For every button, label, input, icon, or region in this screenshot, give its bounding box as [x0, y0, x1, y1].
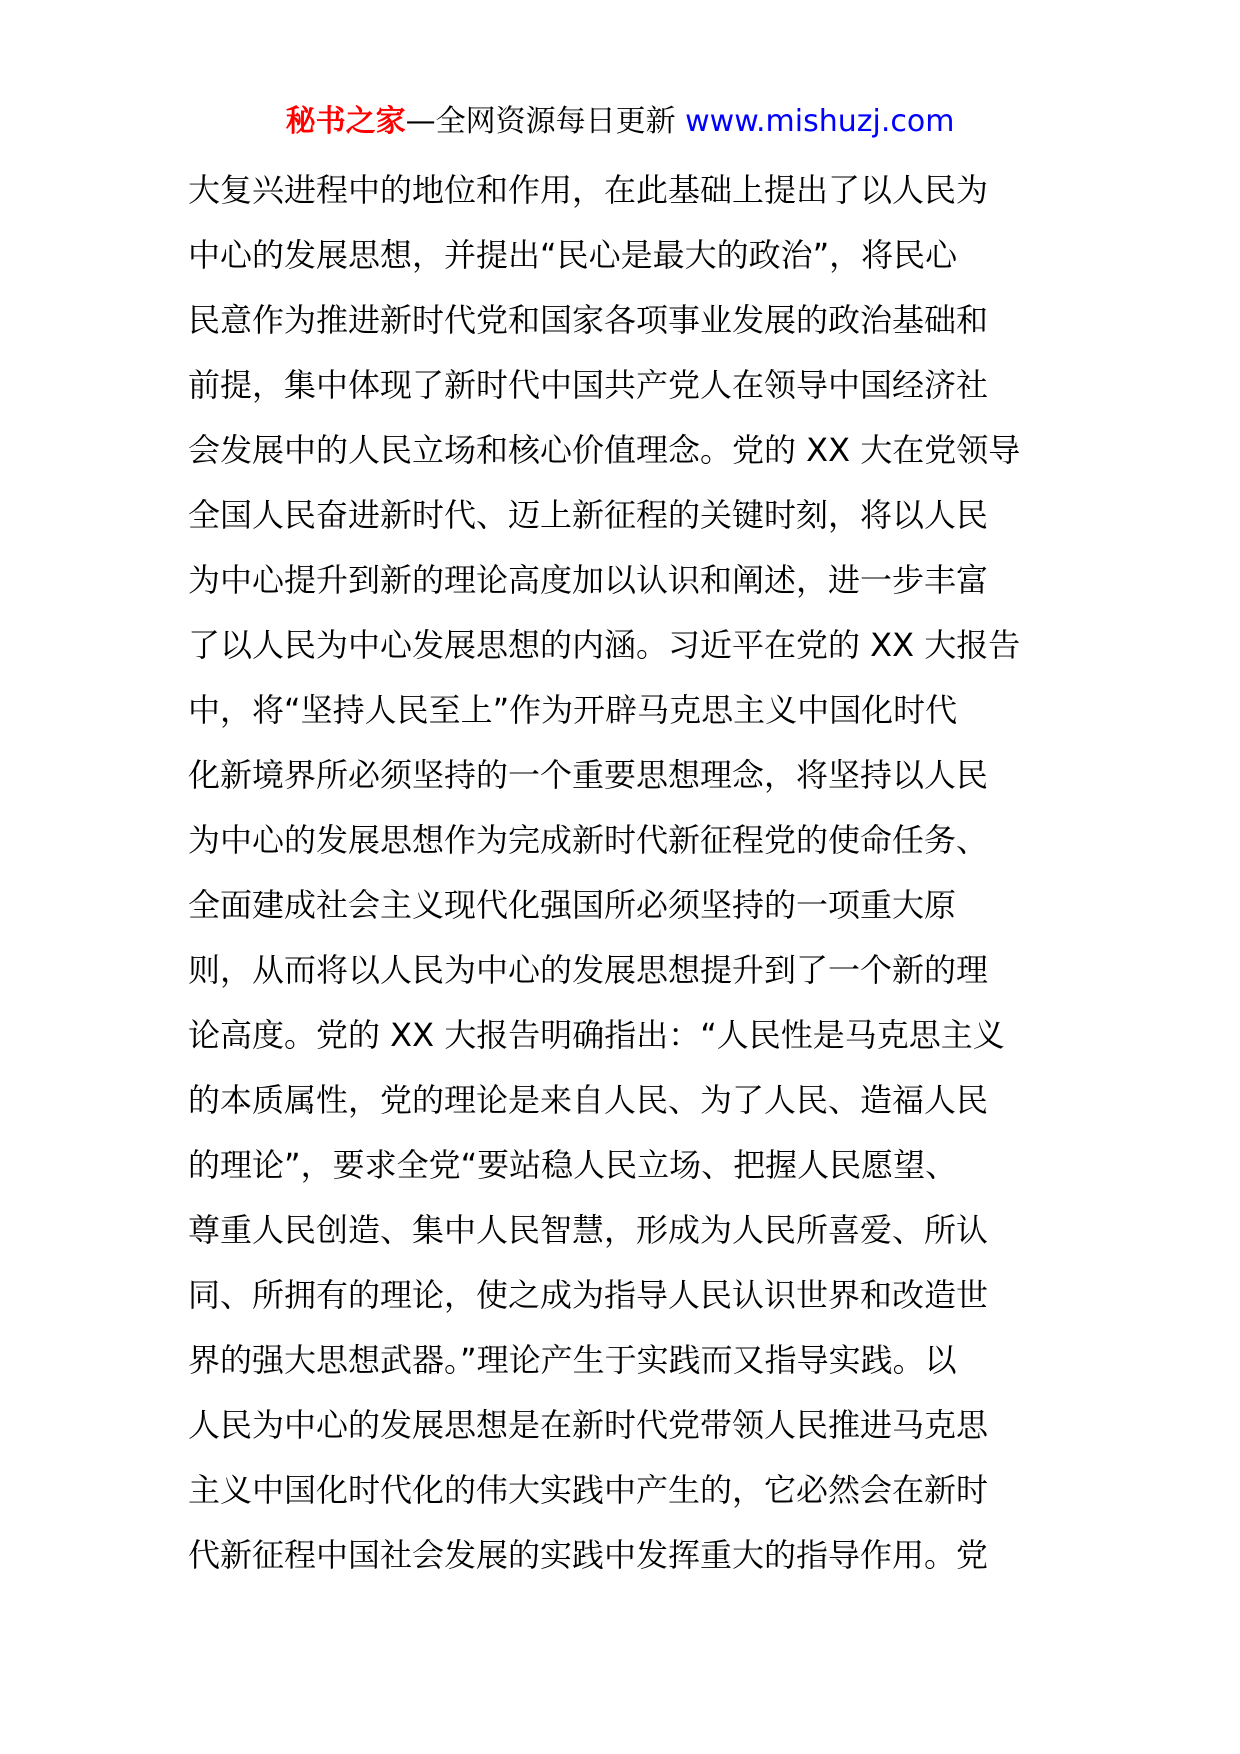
- text-line: 化新境界所必须坚持的一个重要思想理念，将坚持以人民: [188, 756, 989, 794]
- text-line: 尊重人民创造、集中人民智慧，形成为人民所喜爱、所认: [188, 1211, 989, 1249]
- text-line: 前提，集中体现了新时代中国共产党人在领导中国经济社: [188, 366, 989, 404]
- body-paragraph: [188, 158, 1058, 1588]
- text-line: 为中心的发展思想作为完成新时代新征程党的使命任务、: [188, 821, 989, 859]
- text-line: 界的强大思想武器。”理论产生于实践而又指导实践。以: [188, 1341, 957, 1379]
- text-line: 民意作为推进新时代党和国家各项事业发展的政治基础和: [188, 301, 989, 339]
- text-line: 会发展中的人民立场和核心价值理念。党的 XX 大在党领导: [188, 431, 1021, 469]
- text-line: 的理论”，要求全党“要站稳人民立场、把握人民愿望、: [188, 1146, 958, 1184]
- text-line: 主义中国化时代化的伟大实践中产生的，它必然会在新时: [188, 1471, 989, 1509]
- brand-name: 秘书之家: [285, 104, 406, 139]
- text-line: 全面建成社会主义现代化强国所必须坚持的一项重大原: [188, 886, 957, 924]
- text-line: 代新征程中国社会发展的实践中发挥重大的指导作用。党: [188, 1536, 989, 1574]
- site-url-link[interactable]: www.mishuzj.com: [685, 104, 955, 139]
- text-line: 人民为中心的发展思想是在新时代党带领人民推进马克思: [188, 1406, 989, 1444]
- text-line: 为中心提升到新的理论高度加以认识和阐述，进一步丰富: [188, 561, 989, 599]
- text-line: 中心的发展思想，并提出“民心是最大的政治”，将民心: [188, 236, 958, 274]
- text-line: 论高度。党的 XX 大报告明确指出：“人民性是马克思主义: [188, 1016, 1005, 1054]
- header-tagline: —全网资源每日更新: [405, 104, 686, 139]
- text-line: 大复兴进程中的地位和作用，在此基础上提出了以人民为: [188, 171, 989, 209]
- text-line: 中，将“坚持人民至上”作为开辟马克思主义中国化时代: [188, 691, 958, 729]
- text-line: 则，从而将以人民为中心的发展思想提升到了一个新的理: [188, 951, 989, 989]
- text-line: 的本质属性，党的理论是来自人民、为了人民、造福人民: [188, 1081, 989, 1119]
- text-line: 了以人民为中心发展思想的内涵。习近平在党的 XX 大报告: [188, 626, 1021, 664]
- text-line: 全国人民奋进新时代、迈上新征程的关键时刻，将以人民: [188, 496, 989, 534]
- page-header: [0, 102, 1240, 142]
- text-line: 同、所拥有的理论，使之成为指导人民认识世界和改造世: [188, 1276, 989, 1314]
